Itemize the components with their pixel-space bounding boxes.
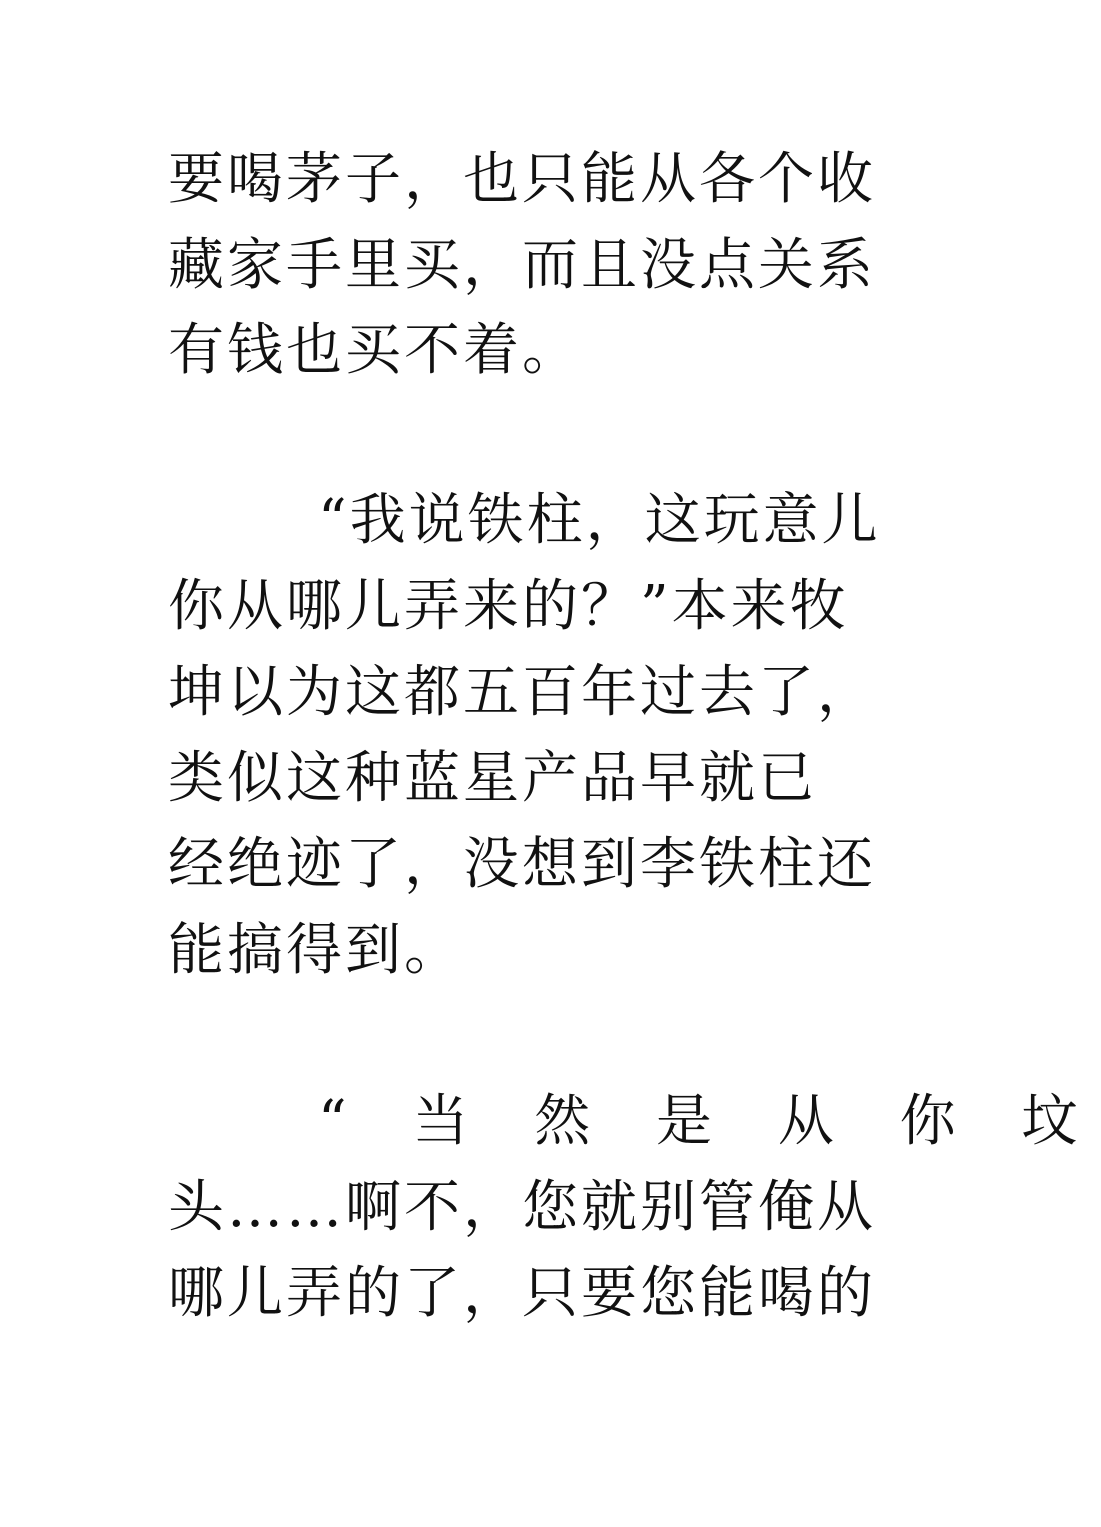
text-line-5: 你从哪儿弄来的？”本来牧	[168, 574, 849, 639]
text-line-3: 有钱也买不着。	[168, 318, 581, 383]
text-line-2: 藏家手里买，而且没点关系	[168, 233, 876, 298]
text-line-1: 要喝茅子，也只能从各个收	[168, 147, 876, 212]
text-line-6: 坤以为这都五百年过去了，	[168, 660, 876, 725]
text-line-4: “我说铁柱，这玩意儿	[318, 488, 881, 553]
text-line-9: 能搞得到。	[168, 918, 463, 983]
text-line-11: 头……啊不，您就别管俺从	[168, 1175, 876, 1240]
text-line-8: 经绝迹了，没想到李铁柱还	[168, 832, 876, 897]
text-line-10: “ 当 然 是 从 你 坟	[318, 1089, 1101, 1154]
text-line-7: 类似这种蓝星产品早就已	[168, 746, 817, 811]
text-line-12: 哪儿弄的了，只要您能喝的	[168, 1261, 876, 1326]
